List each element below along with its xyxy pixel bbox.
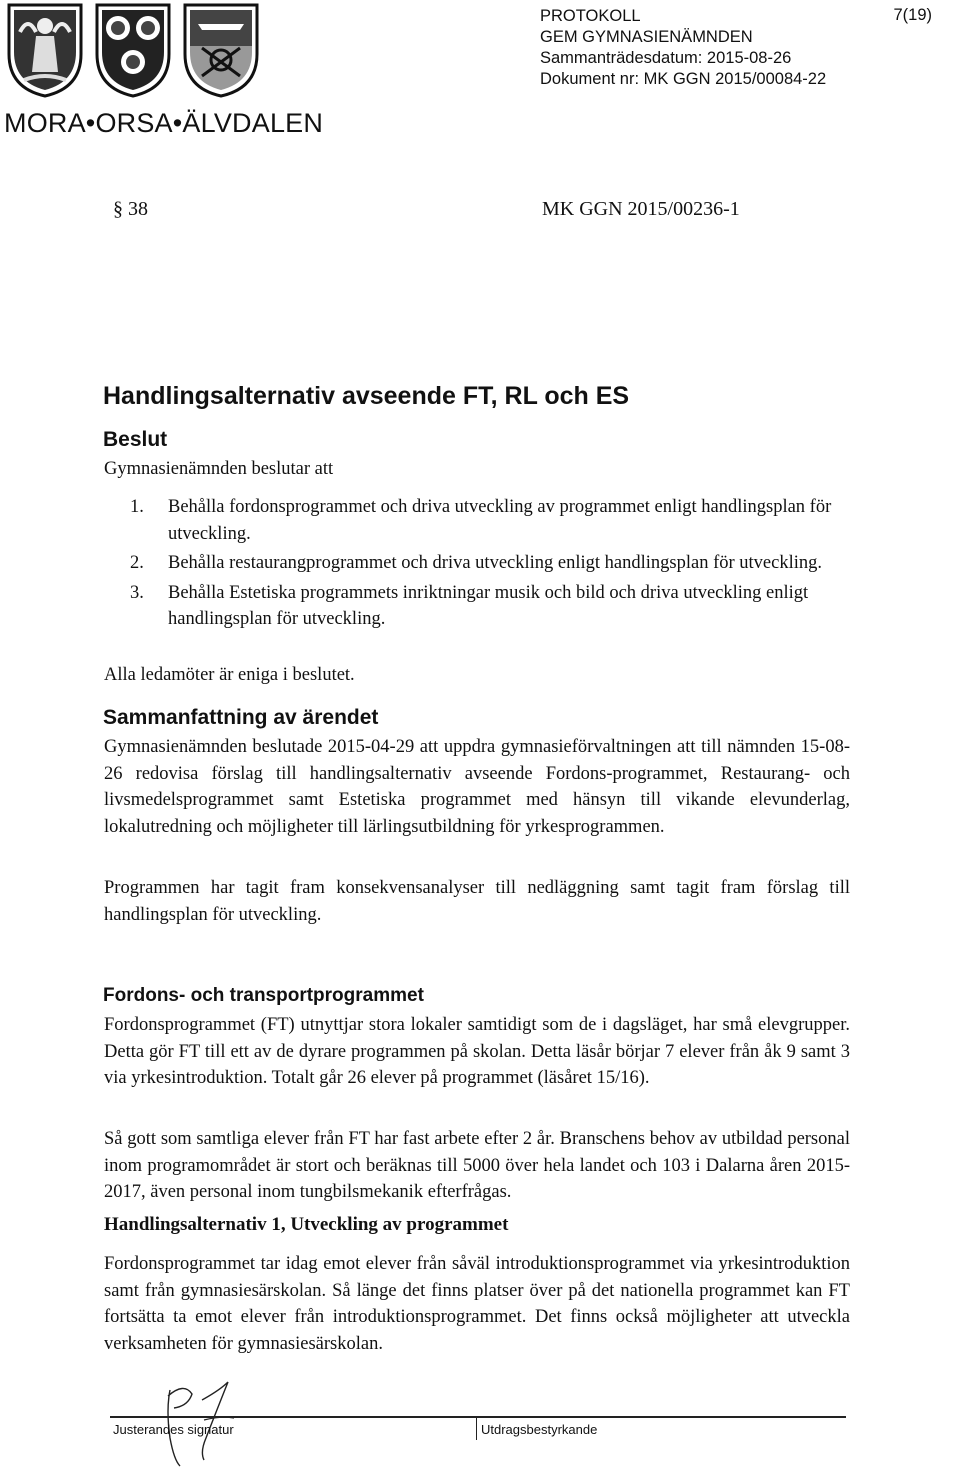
alvdalen-crest-icon [182, 2, 260, 98]
extract-certification-label: Utdragsbestyrkande [481, 1422, 598, 1437]
decision-item-text: Behålla fordonsprogrammet och driva utveckling av programmet enligt handlingsplan för utveckling. [168, 497, 832, 544]
decision-item-text: Behålla Estetiska programmets inriktningar musik och bild och driva utveckling enligt handlingsplan för utveckling. [168, 582, 809, 629]
alternative-paragraph: Fordonsprogrammet tar idag emot elever från såväl introduktionsprogrammet via yrkesintroduktion samt från gymnasiesärskolan. Så länge det finns platser över på det nationella programmet kan FT fortsätta ta emot elever från introduktionsprogrammet. Det finns också möjligheter att utveckla verksamheten för gymnasiesärskolan. [104, 1254, 850, 1354]
signature-label: Justerandes signatur [113, 1422, 234, 1437]
decision-item-number: 1. [130, 497, 144, 517]
decision-item-number: 3. [130, 582, 144, 603]
page-number: 7(19) [893, 6, 932, 24]
paragraph-number: § 38 [113, 198, 148, 220]
mora-crest-icon [6, 2, 84, 98]
unanimous-statement: Alla ledamöter är eniga i beslutet. [104, 665, 355, 685]
alternative-heading: Handlingsalternativ 1, Utveckling av programmet [104, 1214, 509, 1235]
document-header [540, 6, 826, 90]
decision-item-number: 2. [130, 553, 144, 573]
doc-type: PROTOKOLL [540, 7, 641, 25]
fordon-paragraph: Så gott som samtliga elever från FT har fast arbete efter 2 år. Branschens behov av utbildad personal inom programområdet är stort och beräknas till 5000 över hela landet och 103 i Dalarna åren 2015-2017, även personal inom tungbilsmekanik efterfrågas. [104, 1129, 850, 1202]
decision-list [130, 494, 850, 636]
municipality-name: MORA•ORSA•ÄLVDALEN [4, 108, 324, 138]
handwritten-signature [108, 1360, 288, 1470]
orsa-crest-icon [94, 2, 172, 98]
decision-heading: Beslut [103, 428, 168, 451]
decision-item [130, 494, 850, 547]
case-number: MK GGN 2015/00236-1 [542, 198, 740, 220]
summary-heading: Sammanfattning av ärendet [103, 706, 379, 729]
decision-item [130, 580, 850, 633]
document-number: Dokument nr: MK GGN 2015/00084-22 [540, 70, 827, 88]
page-title: Handlingsalternativ avseende FT, RL och ES [103, 382, 630, 410]
footer-divider [110, 1416, 846, 1418]
summary-paragraph: Programmen har tagit fram konsekvensanalyser till nedläggning samt tagit fram förslag till handlingsplan för utveckling. [104, 878, 850, 925]
footer-column-divider [476, 1418, 477, 1440]
fordon-heading: Fordons- och transportprogrammet [103, 985, 424, 1006]
decision-item-text: Behålla restaurangprogrammet och driva utveckling enligt handlingsplan för utveckling. [168, 553, 822, 573]
board-name: GEM GYMNASIENÄMNDEN [540, 28, 753, 46]
meeting-date: Sammanträdesdatum: 2015-08-26 [540, 49, 792, 67]
summary-paragraph: Gymnasienämnden beslutade 2015-04-29 att uppdra gymnasieförvaltningen att till nämnden 15-08-26 redovisa förslag till handlingsalternativ avseende Fordons-programmet, Restaurang- och livsmedelsprogrammet samt Estetiska programmet med hänsyn till vikande elevunderlag, lokalutredning och möjligheter till lärlingsutbildning för yrkesprogrammen. [104, 737, 850, 837]
decision-intro: Gymnasienämnden beslutar att [104, 459, 334, 479]
fordon-paragraph: Fordonsprogrammet (FT) utnyttjar stora lokaler samtidigt som de i dagsläget, har små elevgrupper. Detta gör FT till ett av de dyrare programmen på skolan. Detta läsår börjar 7 elever från åk 9 samt 3 via yrkesintroduktion. Totalt går 26 elever på programmet (läsåret 15/16). [104, 1015, 850, 1088]
municipality-crests [6, 2, 266, 102]
decision-item [130, 550, 850, 577]
